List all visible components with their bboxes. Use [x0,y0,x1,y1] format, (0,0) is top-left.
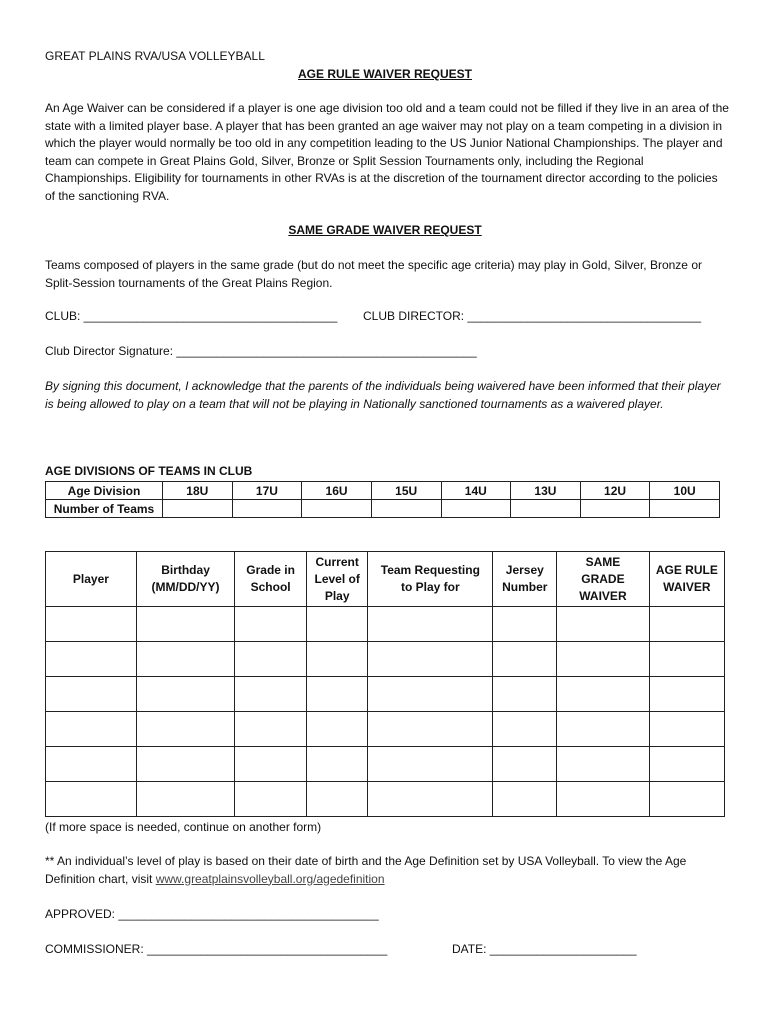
table-row [46,712,725,747]
club-field[interactable]: CLUB: ______________________________________ [45,309,338,323]
teams-10u-cell[interactable] [650,500,720,518]
player-cell[interactable] [46,677,137,712]
date-field[interactable]: DATE: ______________________ [452,942,637,956]
club-director-signature-field[interactable]: Club Director Signature: _____________________________________________ [45,344,477,358]
jersey-cell[interactable] [493,747,557,782]
continue-note: (If more space is needed, continue on another form) [45,820,322,834]
division-17u: 17U [232,482,302,500]
header-jersey: Jersey Number [493,552,557,607]
birthday-cell[interactable] [136,747,234,782]
same-grade-cell[interactable] [557,747,649,782]
player-cell[interactable] [46,747,137,782]
level-cell[interactable] [307,712,368,747]
header-same-grade: SAME GRADE WAIVER [557,552,649,607]
age-rule-cell[interactable] [649,642,724,677]
number-of-teams-row [46,500,720,518]
header-team: Team Requesting to Play for [368,552,493,607]
approved-field[interactable]: APPROVED: _______________________________________ [45,907,379,921]
division-15u: 15U [371,482,441,500]
age-definition-text: ** An individual’s level of play is based on their date of birth and the Age Definition set by USA Volleyball. To view the Age Definition chart, visit [45,854,687,886]
same-grade-cell[interactable] [557,607,649,642]
player-table [45,551,725,817]
header-player: Player [46,552,137,607]
age-division-row [46,482,720,500]
teams-18u-cell[interactable] [163,500,233,518]
number-of-teams-label: Number of Teams [46,500,163,518]
teams-13u-cell[interactable] [511,500,581,518]
age-definition-link[interactable]: www.greatplainsvolleyball.org/agedefinition [155,871,385,886]
division-13u: 13U [511,482,581,500]
birthday-cell[interactable] [136,782,234,817]
header-level: Current Level of Play [307,552,368,607]
jersey-cell[interactable] [493,677,557,712]
age-rule-paragraph: An Age Waiver can be considered if a player is one age division too old and a team could not be filled if they live in an area of the state with a limited player base. A player that has been granted an age waiver may not play on a team competing in a division in which the player would normally be too old in any competition leading to the US Junior National Championships. The player and team can compete in Great Plains Gold, Silver, Bronze or Split Session Tournaments only, including the Regional Championships. Eligibility for tournaments in other RVAs is at the discretion of the tournament director according to the policies of the sanctioning RVA. [45,101,729,203]
table-row [46,782,725,817]
grade-cell[interactable] [235,607,307,642]
level-cell[interactable] [307,642,368,677]
birthday-cell[interactable] [136,677,234,712]
commissioner-field[interactable]: COMMISSIONER: ____________________________________ [45,942,388,956]
player-cell[interactable] [46,712,137,747]
player-cell[interactable] [46,607,137,642]
age-division-label: Age Division [46,482,163,500]
table-row [46,607,725,642]
birthday-cell[interactable] [136,712,234,747]
division-14u: 14U [441,482,511,500]
jersey-cell[interactable] [493,782,557,817]
player-table-header [46,552,725,607]
acknowledgement-text: By signing this document, I acknowledge that the parents of the individuals being waivered have been informed that their player is being allowed to play on a team that will not be playing in Nationally sanctioned tournaments as a waivered player. [45,379,721,411]
jersey-cell[interactable] [493,607,557,642]
team-cell[interactable] [368,607,493,642]
division-16u: 16U [302,482,372,500]
teams-16u-cell[interactable] [302,500,372,518]
birthday-cell[interactable] [136,642,234,677]
jersey-cell[interactable] [493,712,557,747]
age-rule-cell[interactable] [649,747,724,782]
header-birthday: Birthday (MM/DD/YY) [136,552,234,607]
grade-cell[interactable] [235,642,307,677]
team-cell[interactable] [368,677,493,712]
age-definition-note [45,853,735,888]
teams-14u-cell[interactable] [441,500,511,518]
team-cell[interactable] [368,782,493,817]
grade-cell[interactable] [235,677,307,712]
player-cell[interactable] [46,782,137,817]
teams-15u-cell[interactable] [371,500,441,518]
player-cell[interactable] [46,642,137,677]
division-18u: 18U [163,482,233,500]
age-divisions-table [45,481,720,518]
team-cell[interactable] [368,642,493,677]
grade-cell[interactable] [235,782,307,817]
teams-12u-cell[interactable] [580,500,650,518]
same-grade-cell[interactable] [557,782,649,817]
grade-cell[interactable] [235,712,307,747]
organization-name: GREAT PLAINS RVA/USA VOLLEYBALL [45,49,265,63]
age-rule-cell[interactable] [649,677,724,712]
teams-17u-cell[interactable] [232,500,302,518]
age-rule-cell[interactable] [649,782,724,817]
level-cell[interactable] [307,607,368,642]
club-director-field[interactable]: CLUB DIRECTOR: ___________________________________ [363,309,702,323]
grade-cell[interactable] [235,747,307,782]
header-grade: Grade in School [235,552,307,607]
same-grade-cell[interactable] [557,677,649,712]
team-cell[interactable] [368,712,493,747]
table-row [46,677,725,712]
division-12u: 12U [580,482,650,500]
same-grade-cell[interactable] [557,712,649,747]
level-cell[interactable] [307,782,368,817]
age-rule-title: AGE RULE WAIVER REQUEST [297,67,473,81]
level-cell[interactable] [307,747,368,782]
header-age-rule: AGE RULE WAIVER [649,552,724,607]
division-10u: 10U [650,482,720,500]
age-rule-cell[interactable] [649,712,724,747]
same-grade-paragraph: Teams composed of players in the same grade (but do not meet the specific age criteria) may play in Gold, Silver, Bronze or Split-Session tournaments of the Great Plains Region. [45,258,702,290]
birthday-cell[interactable] [136,607,234,642]
same-grade-cell[interactable] [557,642,649,677]
level-cell[interactable] [307,677,368,712]
table-row [46,747,725,782]
same-grade-title: SAME GRADE WAIVER REQUEST [288,223,482,237]
team-cell[interactable] [368,747,493,782]
jersey-cell[interactable] [493,642,557,677]
age-divisions-title: AGE DIVISIONS OF TEAMS IN CLUB [45,464,253,478]
table-row [46,642,725,677]
age-rule-cell[interactable] [649,607,724,642]
